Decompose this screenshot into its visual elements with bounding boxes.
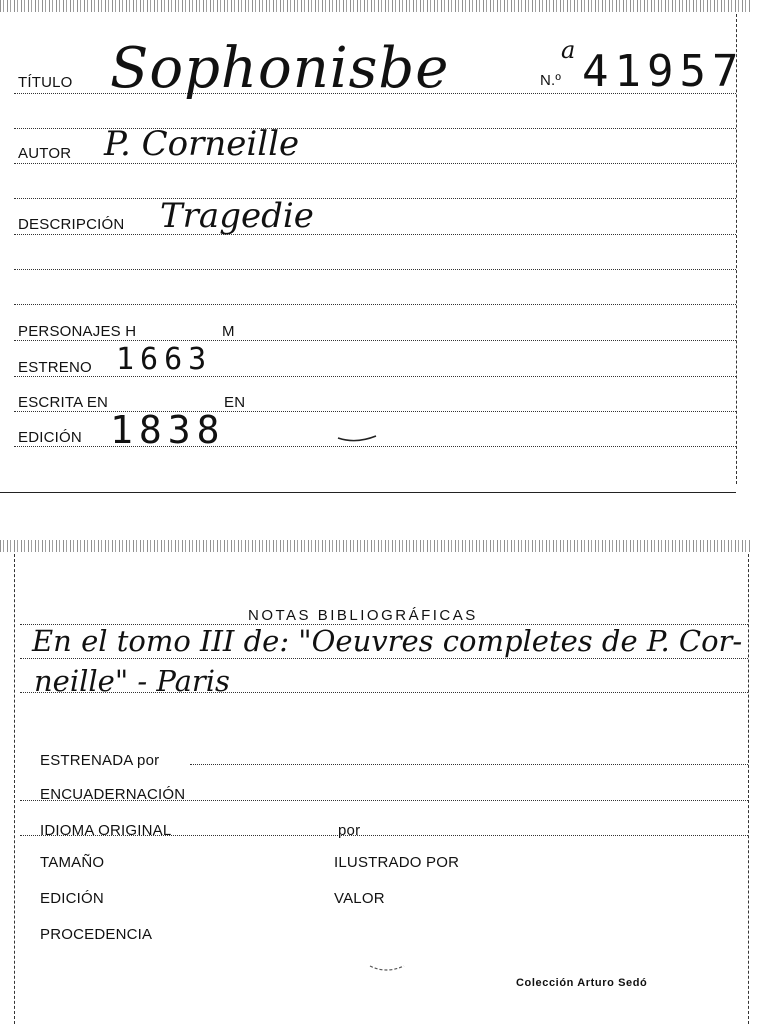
- encuadernacion-label: ENCUADERNACIÓN: [40, 786, 186, 803]
- descripcion-label: DESCRIPCIÓN: [18, 216, 125, 233]
- pencil-mark-icon: [336, 430, 380, 444]
- por-label: por: [338, 822, 361, 839]
- edicion-label: EDICIÓN: [18, 429, 82, 446]
- titulo-value: Sophonisbe: [110, 36, 450, 101]
- card-top-edge: [0, 540, 750, 552]
- edicion-value: 1838: [110, 408, 226, 452]
- personajes-label: PERSONAJES H: [18, 323, 137, 340]
- procedencia-label: PROCEDENCIA: [40, 926, 153, 943]
- rule-line: [20, 658, 748, 659]
- rule-line: [14, 304, 736, 305]
- collection-credit: Colección Arturo Sedó: [516, 977, 648, 989]
- card-bottom-border: [0, 492, 736, 493]
- tamano-label: TAMAÑO: [40, 854, 105, 871]
- catalog-card-bottom: [0, 540, 750, 1028]
- escrita-label: ESCRITA EN: [18, 394, 109, 411]
- escrita-en-label: EN: [224, 394, 246, 411]
- rule-line: [14, 340, 736, 341]
- notas-title: NOTAS BIBLIOGRÁFICAS: [248, 607, 478, 624]
- card-top-edge: [0, 0, 750, 12]
- number-label: N.º: [540, 72, 562, 89]
- pencil-mark-icon: [368, 960, 408, 976]
- personajes-m-label: M: [222, 323, 235, 340]
- number-superscript: a: [561, 36, 576, 64]
- autor-label: AUTOR: [18, 145, 72, 162]
- idioma-label: IDIOMA ORIGINAL: [40, 822, 172, 839]
- card-right-border: [748, 554, 749, 1024]
- rule-line: [190, 764, 748, 765]
- descripcion-value: Tragedie: [160, 196, 314, 236]
- rule-line: [14, 269, 736, 270]
- number-value: 41957: [582, 46, 745, 97]
- rule-line: [14, 234, 736, 235]
- valor-label: VALOR: [334, 890, 385, 907]
- autor-value: P. Corneille: [104, 124, 300, 164]
- card-left-border: [14, 554, 15, 1024]
- titulo-label: TÍTULO: [18, 74, 73, 91]
- estrenada-label: ESTRENADA por: [40, 752, 160, 769]
- estreno-label: ESTRENO: [18, 359, 92, 376]
- catalog-card-top: [0, 0, 750, 495]
- ilustrado-label: ILUSTRADO POR: [334, 854, 460, 871]
- notes-line-1: En el tomo III de: "Oeuvres completes de P. Cor-: [32, 624, 743, 658]
- notes-line-2: neille" - Paris: [34, 664, 230, 698]
- rule-line: [14, 198, 736, 199]
- estreno-value: 1663: [116, 342, 213, 377]
- edicion-label: EDICIÓN: [40, 890, 104, 907]
